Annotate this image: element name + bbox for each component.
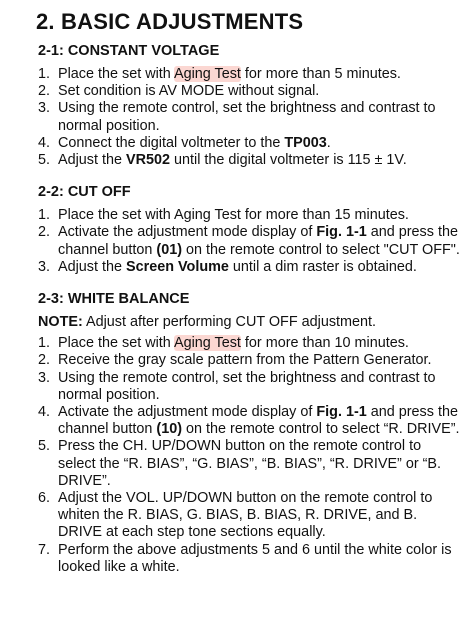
step-text: and press the channel button <box>58 224 458 258</box>
step-item <box>38 404 460 438</box>
section-white-balance <box>38 290 460 576</box>
step-number: 1. <box>38 207 51 224</box>
step-text: Place the set with Aging Test for more than 15 minutes. <box>58 207 409 224</box>
step-text: Activate the adjustment mode display of <box>58 224 317 241</box>
step-item <box>38 135 460 152</box>
bold-text: Fig. 1-1 <box>316 404 367 421</box>
section-cut-off <box>38 183 460 276</box>
note <box>38 314 460 331</box>
step-item <box>38 352 460 369</box>
step-text: Place the set with <box>58 66 174 82</box>
step-number: 2. <box>38 352 51 369</box>
step-item <box>38 335 460 352</box>
note-text: Adjust after performing CUT OFF adjustment. <box>82 314 377 331</box>
steps-list <box>38 335 460 576</box>
step-text: Activate the adjustment mode display of <box>58 404 317 421</box>
note-label: NOTE: <box>38 314 83 331</box>
step-number: 3. <box>38 100 51 117</box>
step-number: 5. <box>38 152 51 169</box>
step-text: Receive the gray scale pattern from the Pattern Generator. <box>58 352 432 369</box>
step-text: Set condition is AV MODE without signal. <box>58 83 320 100</box>
step-number: 3. <box>38 258 51 275</box>
bold-text: VR502 <box>126 152 171 169</box>
bold-text: Fig. 1-1 <box>316 224 367 241</box>
step-text: Adjust the <box>58 152 126 169</box>
step-item <box>38 370 460 404</box>
step-text: Using the remote control, set the brightness and contrast to normal position. <box>58 100 436 134</box>
step-text: for more than 5 minutes. <box>240 66 401 82</box>
step-item <box>38 83 460 100</box>
step-item <box>38 100 460 134</box>
step-text: on the remote control to select "CUT OFF". <box>182 241 460 258</box>
step-number: 2. <box>38 83 51 100</box>
step-item <box>38 224 460 258</box>
step-item <box>38 542 460 576</box>
step-number: 2. <box>38 224 51 241</box>
bold-text: Screen Volume <box>126 258 229 275</box>
step-item <box>38 152 460 169</box>
section-heading: 2-1: CONSTANT VOLTAGE <box>38 43 220 59</box>
step-text: for more than 10 minutes. <box>240 335 409 352</box>
step-text: Perform the above adjustments 5 and 6 until the white color is looked like a white. <box>58 541 452 575</box>
step-item <box>38 66 460 83</box>
step-item <box>38 438 460 490</box>
step-item <box>38 207 460 224</box>
bold-text: TP003 <box>284 134 327 151</box>
bold-text: (10) <box>156 421 183 438</box>
step-number: 3. <box>38 369 51 386</box>
step-number: 4. <box>38 134 51 151</box>
step-number: 1. <box>38 335 51 352</box>
page-title: 2. BASIC ADJUSTMENTS <box>36 9 304 34</box>
step-item <box>38 490 460 542</box>
step-number: 7. <box>38 541 51 558</box>
step-number: 4. <box>38 404 51 421</box>
step-text: on the remote control to select “R. DRIVE”. <box>182 421 460 438</box>
step-item <box>38 259 460 276</box>
step-number: 1. <box>38 66 51 82</box>
step-text: Adjust the VOL. UP/DOWN button on the remote control to whiten the R. BIAS, G. BIAS, B. BIAS, R. DRIVE, and B. DRIVE at each step tone sections equally. <box>58 490 433 541</box>
step-text: Connect the digital voltmeter to the <box>58 134 285 151</box>
highlighted-text: Aging Test <box>174 66 241 82</box>
step-text: Adjust the <box>58 258 126 275</box>
step-text: . <box>326 134 331 151</box>
step-text: Place the set with <box>58 335 174 352</box>
step-number: 5. <box>38 438 51 455</box>
section-constant-voltage <box>38 42 460 169</box>
step-text: and press the channel button <box>58 404 458 438</box>
highlighted-text: Aging Test <box>174 335 241 352</box>
steps-list <box>38 66 460 169</box>
step-text: Using the remote control, set the brightness and contrast to normal position. <box>58 369 436 403</box>
section-heading: 2-2: CUT OFF <box>38 184 131 201</box>
steps-list <box>38 207 460 276</box>
step-text: Press the CH. UP/DOWN button on the remote control to select the “R. BIAS”, “G. BIAS”, “B. BIAS”, “R. DRIVE” or “B. DRIVE”. <box>58 438 442 489</box>
step-text: until the digital voltmeter is 115 ± 1V. <box>170 152 407 169</box>
section-heading: 2-3: WHITE BALANCE <box>38 291 190 308</box>
step-number: 6. <box>38 490 51 507</box>
bold-text: (01) <box>156 241 183 258</box>
step-text: until a dim raster is obtained. <box>228 258 417 275</box>
